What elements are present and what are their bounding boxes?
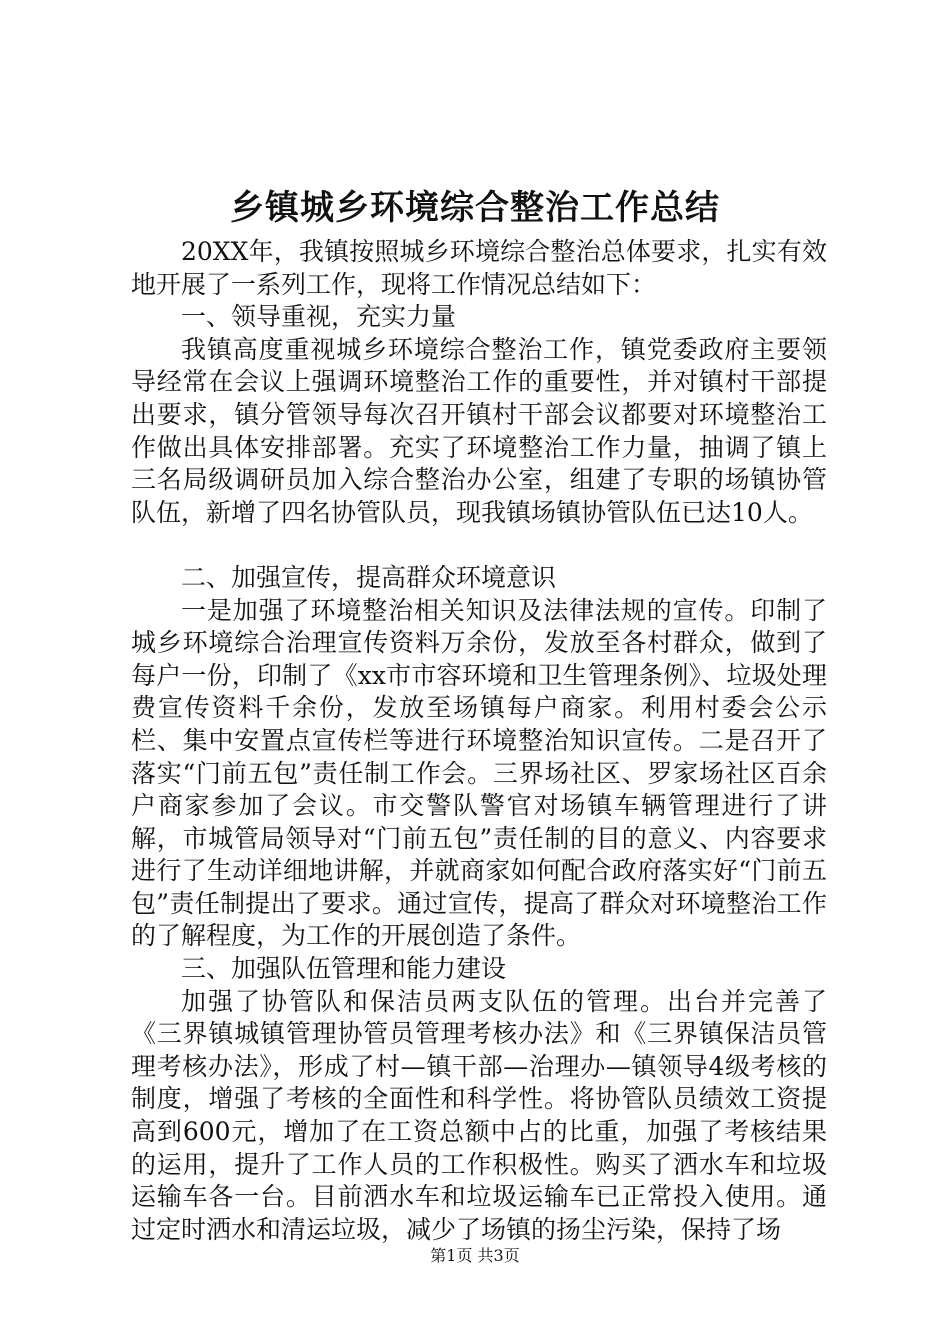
section-1-paragraph: 我镇高度重视城乡环境综合整治工作，镇党委政府主要领导经常在会议上强调环境整治工作的重要性，并对镇村干部提出要求，镇分管领导每次召开镇村干部会议都要对环境整治工作做出具体安排部署。充实了环境整治工作力量，抽调了镇上三名局级调研员加入综合整治办公室，组建了专职的场镇协管队伍，新增了四名协管队员，现我镇场镇协管队伍已达10人。 [131, 334, 827, 527]
section-2-paragraph: 一是加强了环境整治相关知识及法律法规的宣传。印制了城乡环境综合治理宣传资料万余份，发放至各村群众，做到了每户一份，印制了《xx市市容环境和卫生管理条例》、垃圾处理费宣传资料千余份，发放至场镇每户商家。利用村委会公示栏、集中安置点宣传栏等进行环境整治知识宣传。二是召开了落实“门前五包”责任制工作会。三界场社区、罗家场社区百余户商家参加了会议。市交警队警官对场镇车辆管理进行了讲解，市城管局领导对“门前五包”责任制的目的意义、内容要求进行了生动详细地讲解，并就商家如何配合政府落实好“门前五包”责任制提出了要求。通过宣传，提高了群众对环境整治工作的了解程度，为工作的开展创造了条件。 [131, 595, 827, 951]
paragraph-spacer [131, 529, 827, 562]
section-3-paragraph: 加强了协管队和保洁员两支队伍的管理。出台并完善了《三界镇城镇管理协管员管理考核办法》和《三界镇保洁员管理考核办法》，形成了村—镇干部—治理办—镇领导4级考核的制度，增强了考核的全面性和科学性。将协管队员绩效工资提高到600元，增加了在工资总额中占的比重，加强了考核结果的运用，提升了工作人员的工作积极性。购买了洒水车和垃圾运输车各一台。目前洒水车和垃圾运输车已正常投入使用。通过定时洒水和清运垃圾，减少了场镇的扬尘污染，保持了场 [131, 986, 827, 1244]
section-heading-1: 一、领导重视，充实力量 [181, 302, 457, 332]
section-heading-3: 三、加强队伍管理和能力建设 [181, 954, 507, 984]
section-heading-2: 二、加强宣传，提高群众环境意识 [181, 562, 557, 592]
intro-paragraph: 20XX年，我镇按照城乡环境综合整治总体要求，扎实有效地开展了一系列工作，现将工作情况总结如下： [131, 237, 827, 299]
document-body [131, 236, 827, 1246]
page-number-footer: 第1页 共3页 [430, 1246, 520, 1265]
document-title: 乡镇城乡环境综合整治工作总结 [230, 188, 720, 228]
